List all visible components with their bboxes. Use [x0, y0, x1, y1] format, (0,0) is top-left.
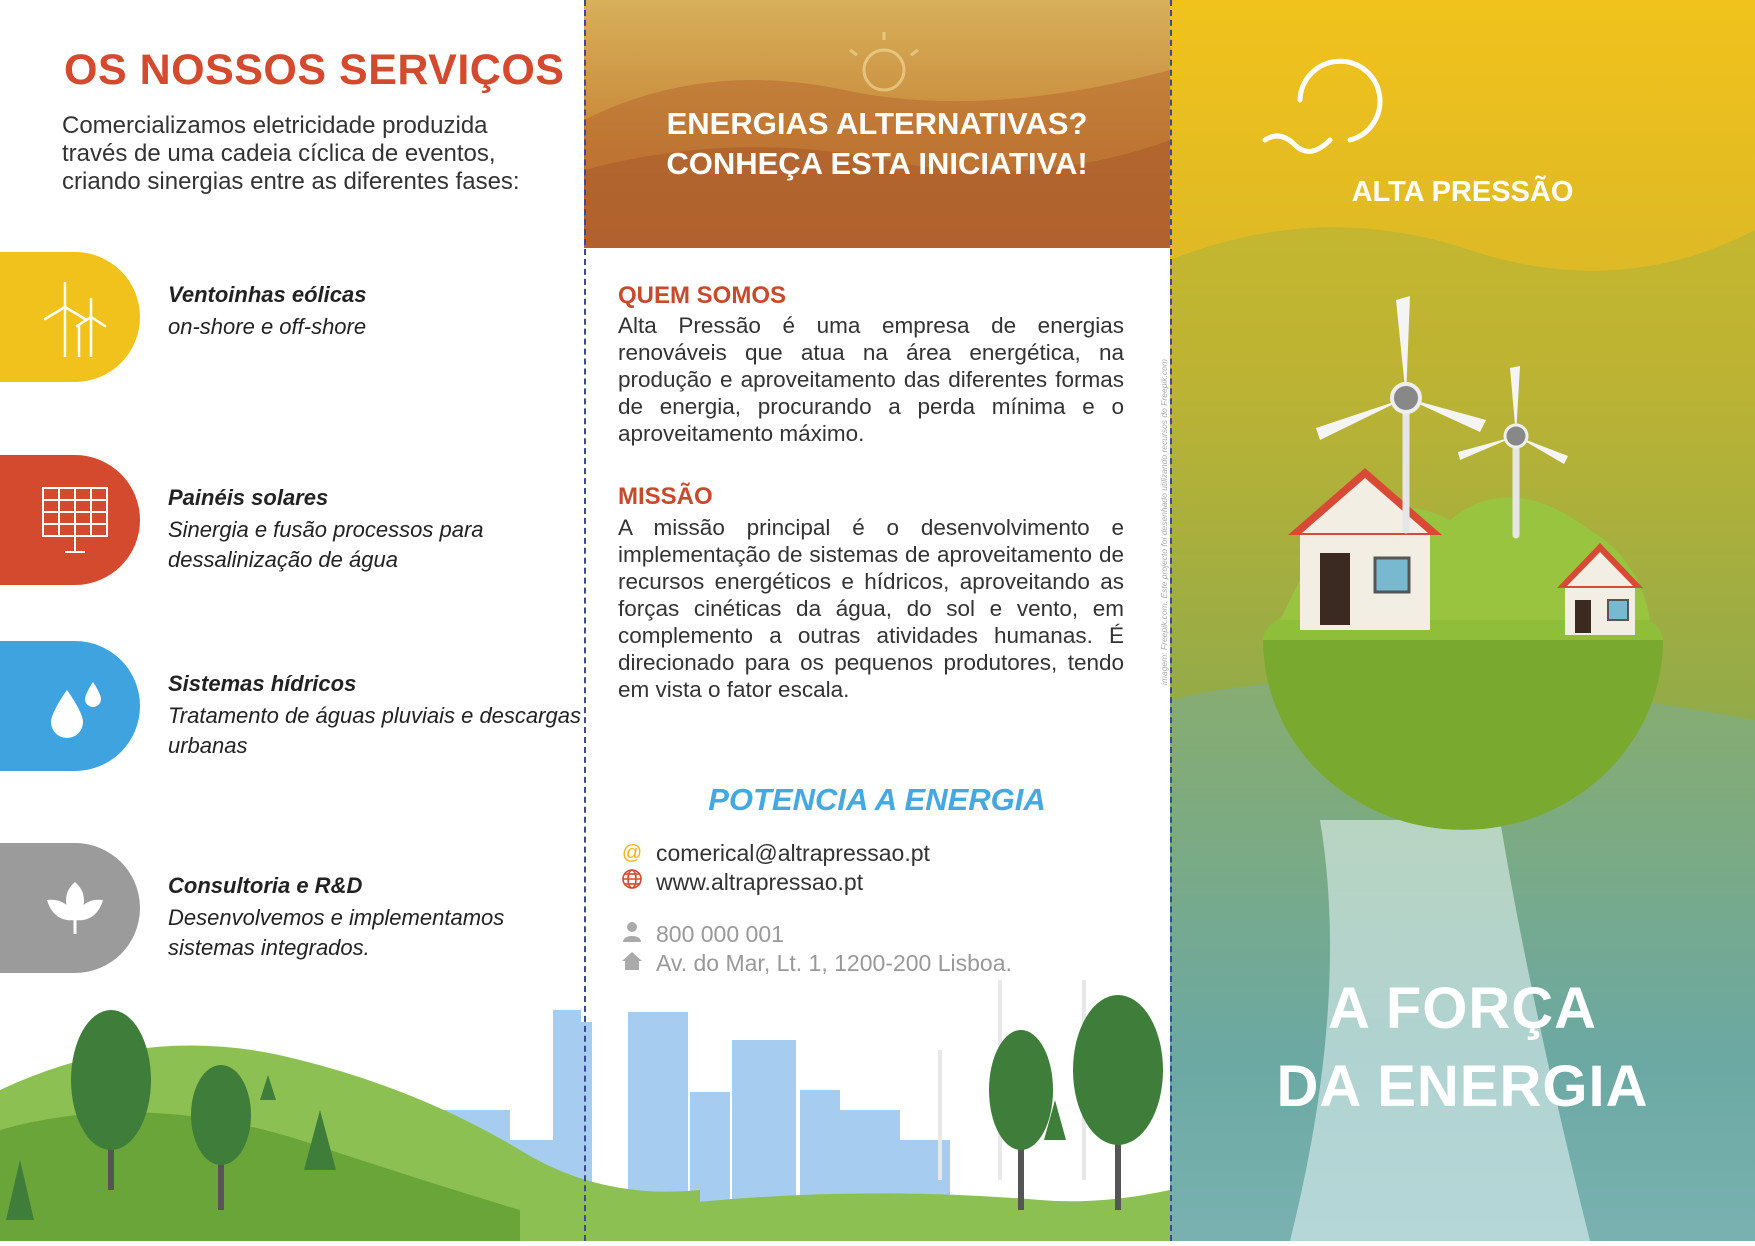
service-desc: on-shore e off-shore [168, 314, 367, 339]
globe-icon [620, 868, 644, 896]
services-title: OS NOSSOS SERVIÇOS [64, 46, 565, 94]
service-name: Ventoinhas eólicas [168, 282, 367, 307]
headline [584, 104, 1170, 184]
user-icon [620, 920, 644, 948]
cover-panel [1170, 0, 1755, 1241]
cover-title [1170, 970, 1755, 1126]
service-name: Painéis solares [168, 485, 329, 510]
water-drops-icon [30, 663, 120, 749]
headline-line-1: ENERGIAS ALTERNATIVAS? [666, 106, 1088, 141]
phone-text: 800 000 001 [656, 920, 784, 947]
wind-turbine-icon [30, 274, 120, 360]
headline-line-2: CONHEÇA ESTA INICIATIVA! [666, 146, 1088, 181]
cta-heading: POTENCIA A ENERGIA [708, 782, 1046, 817]
service-wind [0, 252, 584, 382]
service-name: Sistemas hídricos [168, 671, 357, 696]
mission-text: A missão principal é o desenvolvimento e implementação de sistemas de aproveitamento de recursos energéticos e hídricos, aproveitando as forças cinéticas da água, do sol e vento, em complemento a outras atividades humanas. É direcionado para os pequenos produtores, tendo em vista o fator escala. [618, 515, 1124, 702]
service-consulting [0, 843, 584, 973]
image-credit: imagem: Freepik.com. Este projecto foi desenhado utilizando recursos do Freepik.com [1159, 359, 1169, 685]
service-blob [0, 641, 140, 771]
service-name: Consultoria e R&D [168, 873, 363, 898]
contact-email[interactable] [620, 840, 930, 867]
address-text: Av. do Mar, Lt. 1, 1200-200 Lisboa. [656, 950, 1012, 976]
solar-panel-icon [30, 477, 120, 563]
about-text: Alta Pressão é uma empresa de energias renováveis que atua na área energética, na produção e aproveitamento das diferentes formas de energia, procurando a perda mínima e o aproveitamento máximo. [618, 313, 1124, 446]
brand-name: ALTA PRESSÃO [1351, 176, 1574, 208]
email-text[interactable]: comerical@altrapressao.pt [656, 840, 930, 866]
contact-phone [620, 920, 784, 948]
service-desc: Tratamento de águas pluviais e descargas urbanas [168, 703, 581, 758]
contact-website[interactable] [620, 868, 863, 896]
service-water [0, 641, 584, 771]
fold-line [1170, 0, 1172, 1241]
about-title: QUEM SOMOS [618, 282, 787, 309]
service-blob [0, 843, 140, 973]
home-icon [620, 950, 644, 977]
fold-line [584, 0, 586, 1241]
services-intro: Comercializamos eletricidade produzida través de uma cadeia cíclica de eventos, criando sinergias entre as diferentes fases: [62, 112, 520, 195]
cover-title-line-2: DA ENERGIA [1276, 1054, 1649, 1119]
service-desc: Desenvolvemos e implementamos sistemas integrados. [168, 905, 505, 960]
website-text[interactable]: www.altrapressao.pt [656, 868, 864, 895]
service-solar [0, 455, 584, 585]
cover-title-line-1: A FORÇA [1327, 976, 1598, 1041]
service-blob [0, 455, 140, 585]
mission-title: MISSÃO [618, 483, 713, 510]
service-blob [0, 252, 140, 382]
leaves-icon [30, 865, 120, 951]
service-desc: Sinergia e fusão processos para dessalinização de água [168, 517, 484, 572]
at-sign-icon: @ [621, 842, 643, 864]
contact-address [620, 950, 1012, 977]
